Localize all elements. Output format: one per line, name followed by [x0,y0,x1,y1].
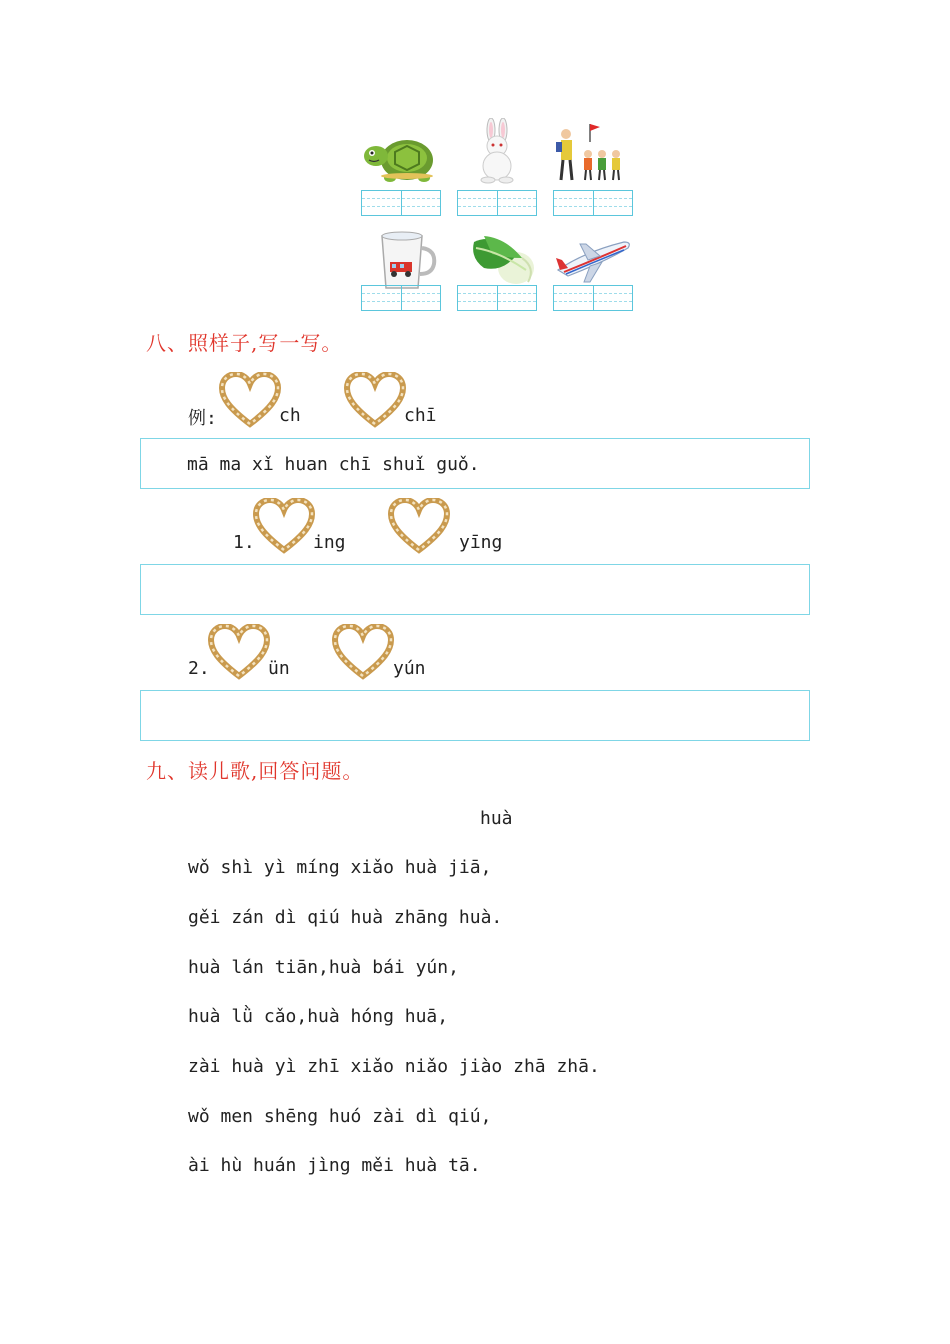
example-sentence: mā ma xǐ huan chī shuǐ guǒ. [187,454,480,475]
item2-part: ün [268,658,290,679]
poem-line: zài huà yì zhī xiǎo niǎo jiào zhā zhā. [188,1056,600,1077]
pinyin-grid[interactable] [457,285,537,311]
pinyin-grid[interactable] [457,190,537,216]
pinyin-grid[interactable] [553,285,633,311]
heart-icon [388,498,450,554]
poem-line: wǒ shì yì míng xiǎo huà jiā, [188,857,492,878]
item1-number: 1. [233,532,255,553]
pinyin-grid[interactable] [361,190,441,216]
pinyin-grid[interactable] [553,190,633,216]
pinyin-grid[interactable] [361,285,441,311]
turtle-icon [362,122,440,188]
example-result: chī [404,405,437,426]
item1-part: ing [313,532,346,553]
heart-icon [344,372,406,428]
poem-title: huà [480,808,513,829]
example-label: 例: [188,408,217,429]
example-part: ch [279,405,301,426]
section9-heading: 九、读儿歌,回答问题。 [146,759,364,783]
poem-line: gěi zán dì qiú huà zhāng huà. [188,907,503,928]
heart-icon [253,498,315,554]
item1-result: yīng [459,532,503,553]
section8-heading: 八、照样子,写一写。 [146,331,343,355]
answer-box-1[interactable] [140,564,810,615]
answer-box-2[interactable] [140,690,810,741]
item2-result: yún [393,658,426,679]
answer-box-example [140,438,810,489]
heart-icon [332,624,394,680]
poem-line: huà lǜ cǎo,huà hóng huā, [188,1006,449,1027]
heart-icon [208,624,270,680]
poem-line: wǒ men shēng huó zài dì qiú, [188,1106,492,1127]
heart-icon [219,372,281,428]
poem-line: huà lán tiān,huà bái yún, [188,957,459,978]
teacher-children-icon [554,120,632,186]
rabbit-icon [458,118,536,184]
item2-number: 2. [188,658,210,679]
poem-line: ài hù huán jìng měi huà tā. [188,1155,481,1176]
